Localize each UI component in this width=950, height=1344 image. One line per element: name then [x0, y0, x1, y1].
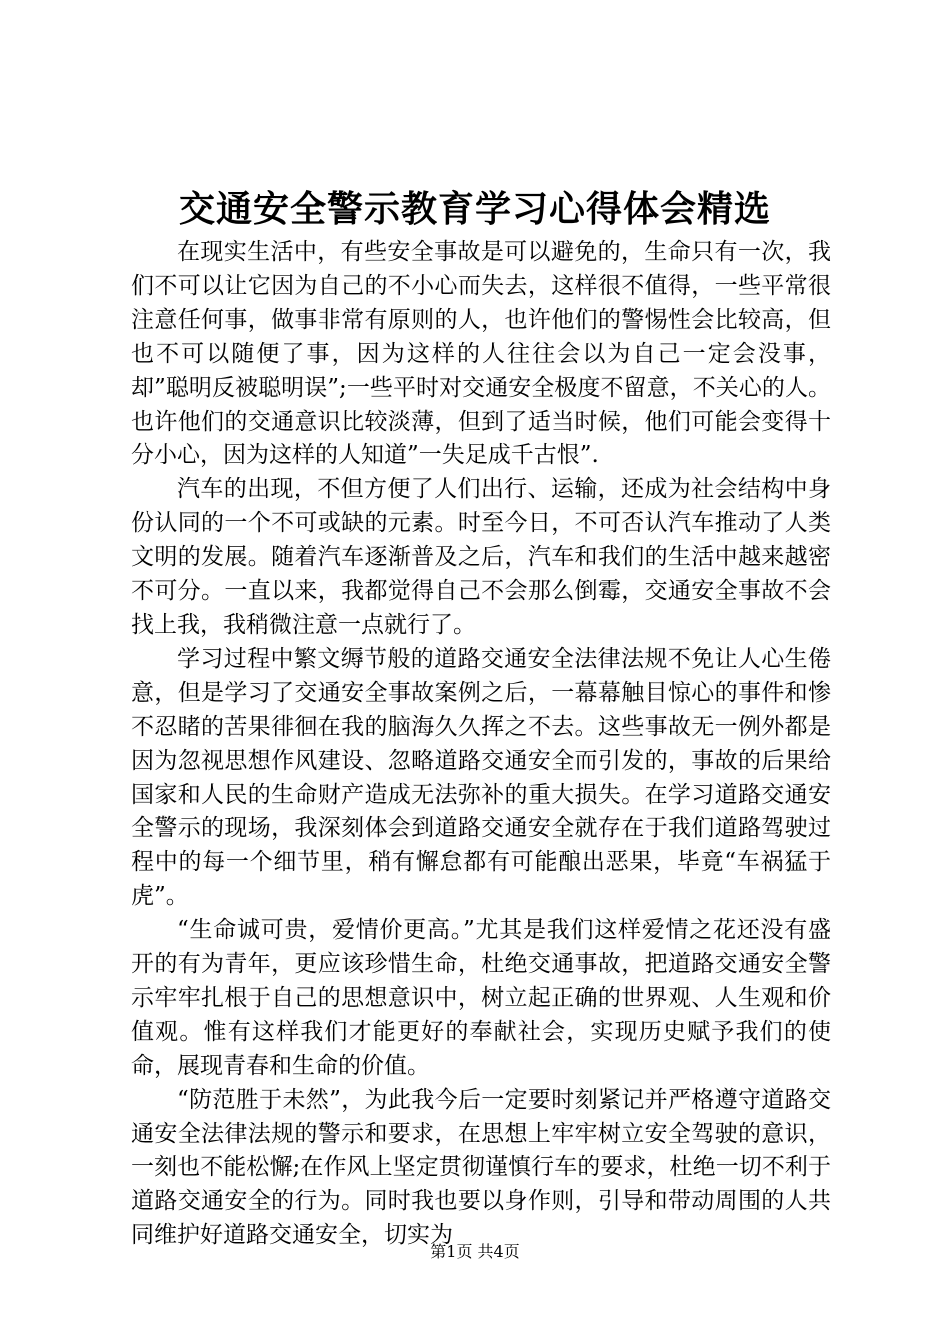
paragraph-2: 汽车的出现，不但方便了人们出行、运输，还成为社会结构中身份认同的一个不可或缺的元素。时至今日，不可否认汽车推动了人类文明的发展。随着汽车逐渐普及之后，汽车和我们的生活中越来越密不可分。一直以来，我都觉得自己不会那么倒霉，交通安全事故不会找上我，我稍微注意一点就行了。 [131, 476, 831, 638]
paragraph-4: “生命诚可贵，爱情价更高。”尤其是我们这样爱情之花还没有盛开的有为青年，更应该珍惜生命，杜绝交通事故，把道路交通安全警示牢牢扎根于自己的思想意识中，树立起正确的世界观、人生观和价值观。惟有这样我们才能更好的奉献社会，实现历史赋予我们的使命，展现青春和生命的价值。 [131, 917, 831, 1079]
document-title: 交通安全警示教育学习心得体会精选 [178, 188, 771, 230]
paragraph-1: 在现实生活中，有些安全事故是可以避免的，生命只有一次，我们不可以让它因为自己的不小心而失去，这样很不值得，一些平常很注意任何事，做事非常有原则的人，也许他们的警惕性会比较高，但也不可以随便了事，因为这样的人往往会以为自己一定会没事，却”聪明反被聪明误”;一些平时对交通安全极度不留意，不关心的人。也许他们的交通意识比较淡薄，但到了适当时候，他们可能会变得十分小心，因为这样的人知道”一失足成千古恨”. [131, 239, 831, 469]
paragraph-5: “防范胜于未然”，为此我今后一定要时刻紧记并严格遵守道路交通安全法律法规的警示和要求，在思想上牢牢树立安全驾驶的意识，一刻也不能松懈;在作风上坚定贯彻谨慎行车的要求，杜绝一切不利于道路交通安全的行为。同时我也要以身作则，引导和带动周围的人共同维护好道路交通安全，切实为 [131, 1086, 831, 1249]
document-body [131, 236, 831, 1253]
page-footer: 第1页 共4页 [430, 1242, 520, 1261]
paragraph-3: 学习过程中繁文缛节般的道路交通安全法律法规不免让人心生倦意，但是学习了交通安全事故案例之后，一幕幕触目惊心的事件和惨不忍睹的苦果徘徊在我的脑海久久挥之不去。这些事故无一例外都是因为忽视思想作风建设、忽略道路交通安全而引发的，事故的后果给国家和人民的生命财产造成无法弥补的重大损失。在学习道路交通安全警示的现场，我深刻体会到道路交通安全就存在于我们道路驾驶过程中的每一个细节里，稍有懈怠都有可能酿出恶果，毕竟“车祸猛于虎”。 [131, 645, 831, 910]
